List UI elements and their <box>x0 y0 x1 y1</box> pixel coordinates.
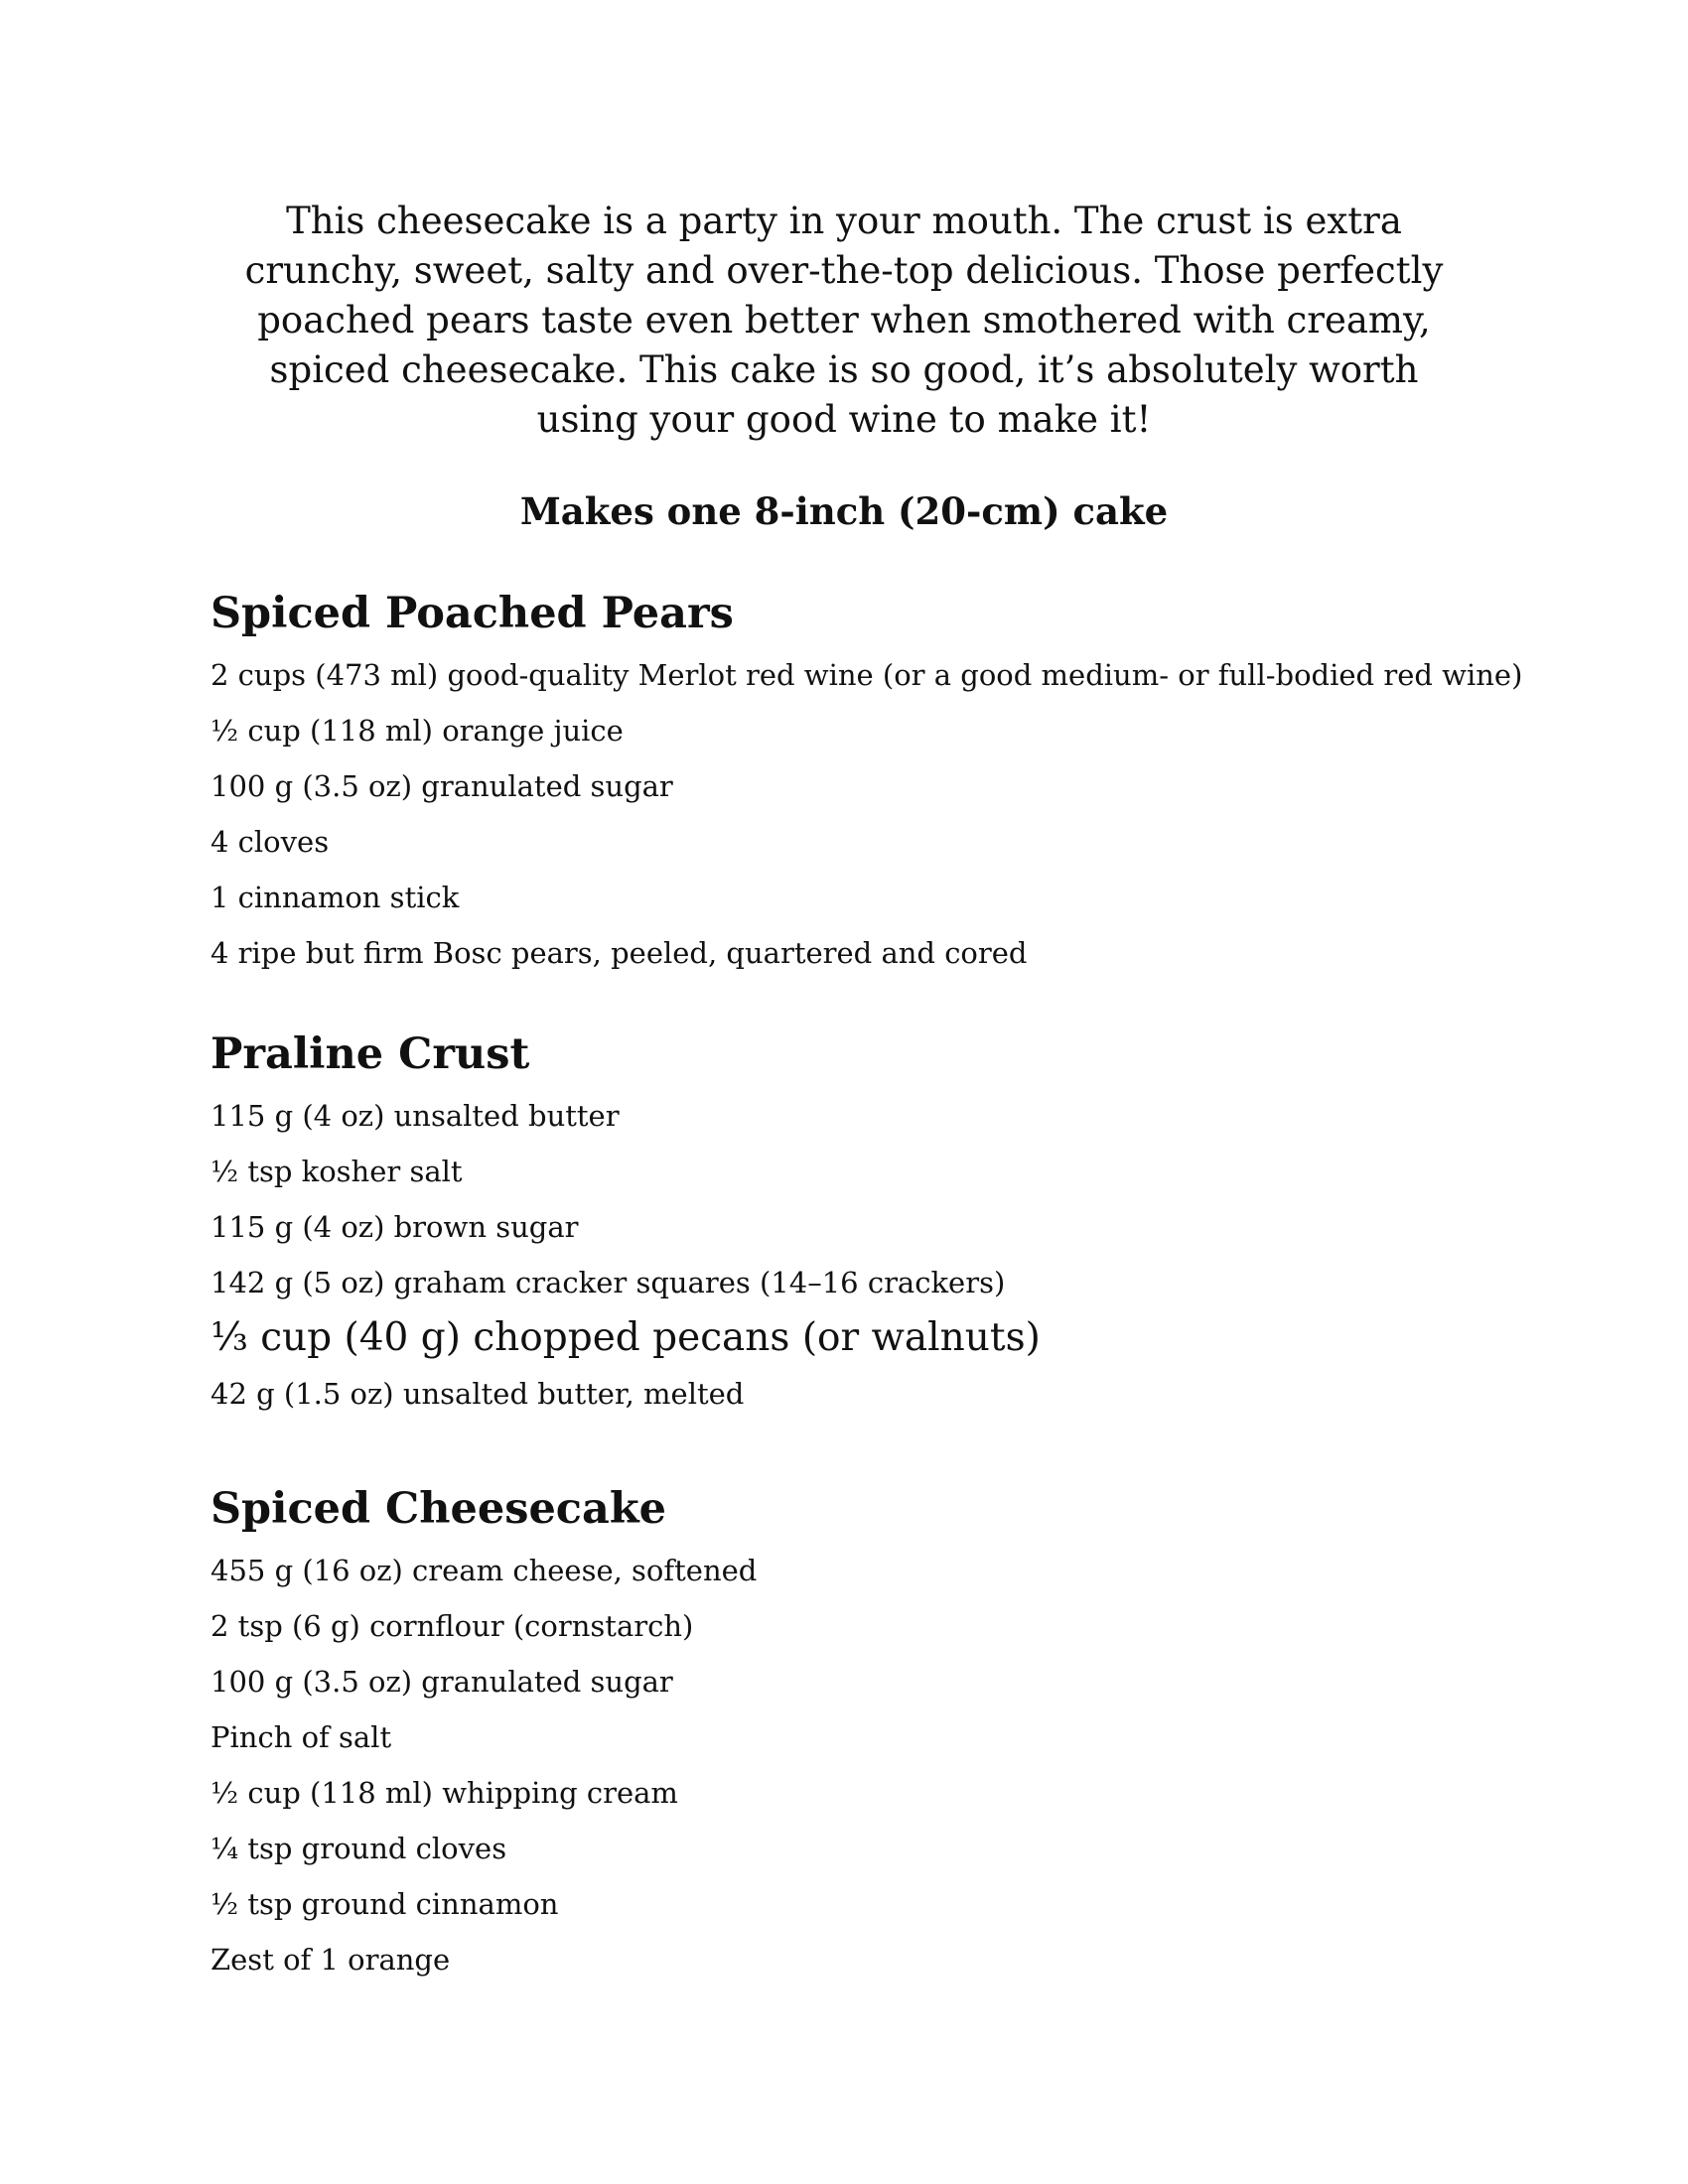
section-title: Praline Crust <box>211 1029 530 1079</box>
yield-line: Makes one 8-inch (20-cm) cake <box>519 489 1169 533</box>
ingredient-item: 2 tsp (6 g) cornflour (cornstarch) <box>211 1609 694 1643</box>
ingredient-item: ½ tsp kosher salt <box>211 1155 463 1188</box>
ingredient-item: 455 g (16 oz) cream cheese, softened <box>211 1554 758 1587</box>
ingredient-item: ½ cup (118 ml) orange juice <box>211 714 624 748</box>
ingredient-item: ⅓ cup (40 g) chopped pecans (or walnuts) <box>211 1315 1041 1360</box>
ingredient-item: 142 g (5 oz) graham cracker squares (14–16 crackers) <box>211 1266 1006 1299</box>
intro-paragraph: This cheesecake is a party in your mouth. The crust is extra crunchy, sweet, salty and over-the-top delicious. Those perfectly poached pears taste even better when smothered with creamy, spiced cheesecake. This cake is so good, it’s absolutely worth using your good wine to make it! <box>244 200 1444 441</box>
section-praline-crust <box>211 1026 1501 1422</box>
section-spiced-cheesecake <box>211 1481 1501 1987</box>
ingredient-item: ¼ tsp ground cloves <box>211 1832 507 1865</box>
ingredient-item: 1 cinnamon stick <box>211 881 460 914</box>
ingredient-item: 115 g (4 oz) brown sugar <box>211 1210 579 1244</box>
ingredient-item: 4 cloves <box>211 825 330 859</box>
ingredient-item: 115 g (4 oz) unsalted butter <box>211 1099 620 1133</box>
ingredient-item: 42 g (1.5 oz) unsalted butter, melted <box>211 1377 745 1411</box>
ingredient-item: Zest of 1 orange <box>211 1943 451 1977</box>
ingredient-item: Pinch of salt <box>211 1720 392 1754</box>
ingredient-item: 100 g (3.5 oz) granulated sugar <box>211 1665 673 1699</box>
ingredient-item: 2 cups (473 ml) good-quality Merlot red wine (or a good medium- or full-bodied red wine) <box>211 658 1523 692</box>
section-title: Spiced Poached Pears <box>211 589 734 638</box>
ingredient-item: 4 ripe but firm Bosc pears, peeled, quartered and cored <box>211 936 1028 970</box>
ingredient-item: ½ cup (118 ml) whipping cream <box>211 1776 678 1810</box>
section-title: Spiced Cheesecake <box>211 1484 666 1534</box>
ingredient-item: ½ tsp ground cinnamon <box>211 1887 559 1921</box>
section-spiced-poached-pears <box>211 586 1523 981</box>
ingredient-item: 100 g (3.5 oz) granulated sugar <box>211 769 673 803</box>
